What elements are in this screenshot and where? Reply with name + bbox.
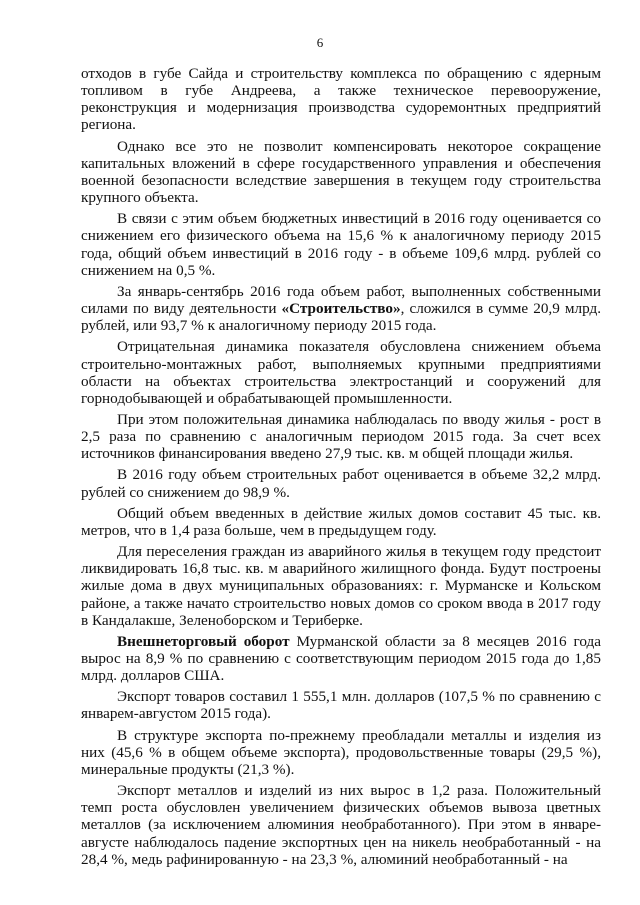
paragraph-budget-investment: В связи с этим объем бюджетных инвестиций в 2016 году оценивается со снижением его физического объема на 15,6 % к аналогичному периоду 2015 года, общий объем инвестиций в 2016 году - в объеме 109,6 млрд. рублей со снижением на 0,5 %. xyxy=(81,210,601,279)
bold-term-construction: «Строительство» xyxy=(281,300,401,318)
bold-term-foreign-trade: Внешнеторговый оборот xyxy=(117,632,290,650)
paragraph-export-structure: В структуре экспорта по-прежнему преобладали металлы и изделия из них (45,6 % в общем объеме экспорта), продовольственные товары (29,5 %), минеральные продукты (21,3 %). xyxy=(81,726,601,778)
paragraph-foreign-trade xyxy=(81,633,601,684)
paragraph-continuation: отходов в губе Сайда и строительству комплекса по обращению с ядерным топливом в губе Андреева, а также техническое перевооружение, реконструкция и модернизация производства судоремонтных предприятий региона. xyxy=(81,65,601,134)
paragraph-text: Мурманской области за 8 месяцев 2016 года вырос на 8,9 % по сравнению с соответствующим периодом 2015 года до 1,85 млрд. долларов США. xyxy=(81,632,601,685)
paragraph-text: За январь-сентябрь 2016 года объем работ, выполненных собственными силами по виду деятельности xyxy=(81,282,601,318)
paragraph-export-total: Экспорт товаров составил 1 555,1 млн. долларов (107,5 % по сравнению с январем-августом 2015 года). xyxy=(81,688,601,723)
paragraph-negative-dynamics: Отрицательная динамика показателя обусловлена снижением объема строительно-монтажных работ, выполняемых крупными предприятиями области на объектах строительства электростанций и сооружений для горнодобывающей и обрабатывающей промышленности. xyxy=(81,338,601,407)
paragraph-text: , сложился в сумме 20,9 млрд. рублей, или 93,7 % к аналогичному периоду 2015 года. xyxy=(81,300,601,335)
paragraph-metals-export: Экспорт металлов и изделий из них вырос в 1,2 раза. Положительный темп роста обусловлен увеличением физических объемов вывоза цветных металлов (за исключением алюминия необработанного). При этом в январе-августе наблюдалось падение экспортных цен на никель необработанный - на 28,4 %, медь рафинированную - на 23,3 %, алюминий необработанный - на xyxy=(81,782,601,868)
page-number: 6 xyxy=(316,35,324,50)
document-body xyxy=(81,65,601,868)
paragraph-resettlement: Для переселения граждан из аварийного жилья в текущем году предстоит ликвидировать 16,8 тыс. кв. м аварийного жилищного фонда. Будут построены жилые дома в двух муниципальных образованиях: г. Мурманске и Кольском районе, а также начато строительство новых домов со сроком ввода в 2017 году в Кандалакше, Зеленоборском и Териберке. xyxy=(81,543,601,629)
paragraph-construction-volume xyxy=(81,283,601,334)
paragraph-investment-reduction: Однако все это не позволит компенсировать некоторое сокращение капитальных вложений в сфере государственного управления и обеспечения военной безопасности вследствие завершения в текущем году строительства крупного объекта. xyxy=(81,137,601,207)
paragraph-housing-total: Общий объем введенных в действие жилых домов составит 45 тыс. кв. метров, что в 1,4 раза больше, чем в предыдущем году. xyxy=(81,504,601,539)
paragraph-construction-estimate: В 2016 году объем строительных работ оценивается в объеме 32,2 млрд. рублей со снижением до 98,9 %. xyxy=(81,466,601,501)
paragraph-housing-growth: При этом положительная динамика наблюдалась по вводу жилья - рост в 2,5 раза по сравнению с аналогичным периодом 2015 года. За счет всех источников финансирования введено 27,9 тыс. кв. м общей площади жилья. xyxy=(81,410,601,463)
